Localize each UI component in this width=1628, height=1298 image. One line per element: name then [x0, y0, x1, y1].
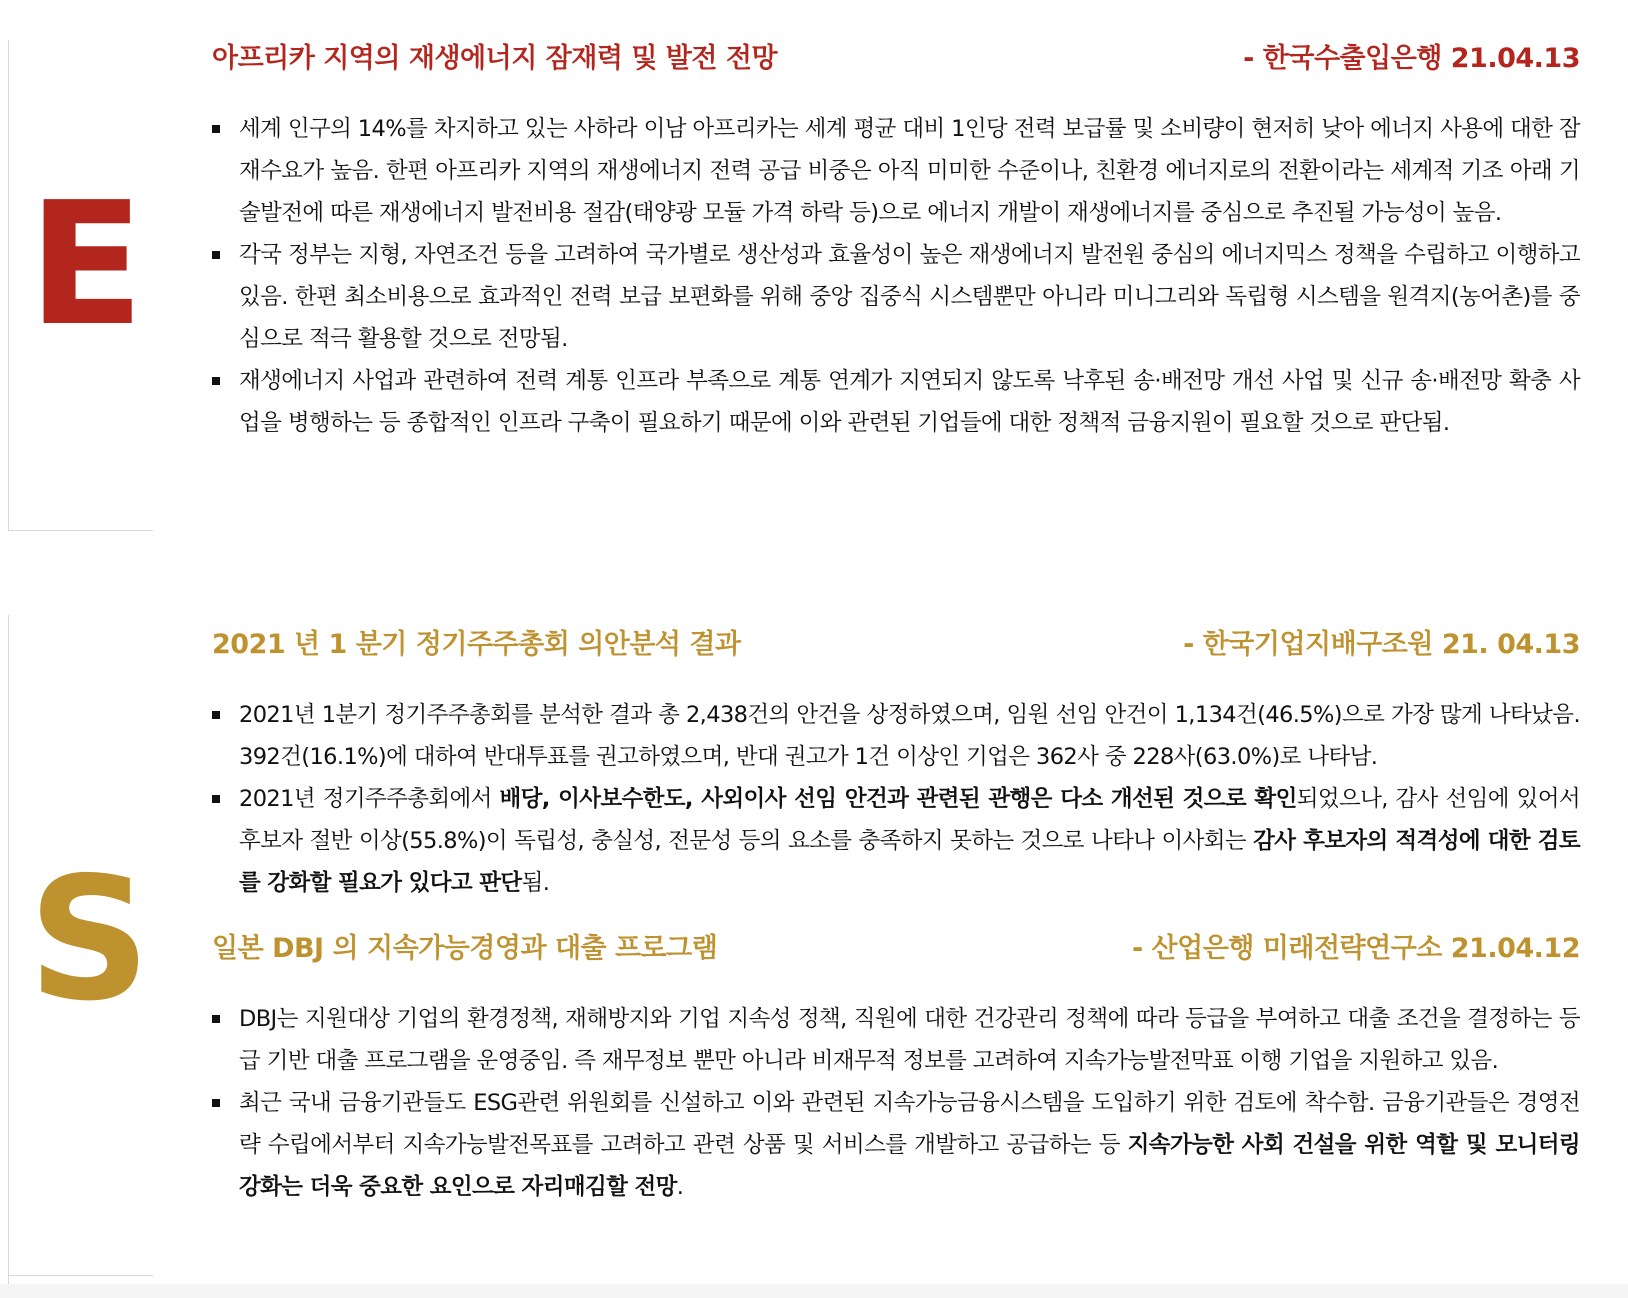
bullet-list — [212, 108, 1580, 444]
bullet-text: 세계 인구의 14%를 차지하고 있는 사하라 이남 아프리카는 세계 평균 대비 1인당 전력 보급률 및 소비량이 현저히 낮아 에너지 사용에 대한 잠재수요가 높음. 한편 아프리카 지역의 재생에너지 전력 공급 비중은 아직 미미한 수준이나, 친환경 에너지로의 전환이라는 세계적 기조 아래 기술발전에 따른 재생에너지 발전비용 절감(태양광 모듈 가격 하락 등)으로 에너지 개발이 재생에너지를 중심으로 추진될 가능성이 높음. — [239, 116, 1580, 226]
article-source: - 한국수출입은행 21.04.13 — [1243, 43, 1580, 74]
bullet-text: 재생에너지 사업과 관련하여 전력 계통 인프라 부족으로 계통 연계가 지연되지 않도록 낙후된 송·배전망 개선 사업 및 신규 송·배전망 확충 사업을 병행하는 등 종합적인 인프라 구축이 필요하기 때문에 이와 관련된 기업들에 대한 정책적 금융지원이 필요할 것으로 판단됨. — [239, 368, 1580, 436]
bullet-text: 각국 정부는 지형, 자연조건 등을 고려하여 국가별로 생산성과 효율성이 높은 재생에너지 발전원 중심의 에너지믹스 정책을 수립하고 이행하고 있음. 한편 최소비용으로 효과적인 전력 보급 보편화를 위해 중앙 집중식 시스템뿐만 아니라 미니그리와 독립형 시스템을 원격지(농어촌)를 중심으로 적극 활용할 것으로 전망됨. — [239, 242, 1580, 352]
section-social — [0, 600, 1628, 1290]
bullet-item — [212, 1082, 1580, 1208]
article-source: - 산업은행 미래전략연구소 21.04.12 — [1131, 933, 1580, 964]
bullet-item — [212, 778, 1580, 904]
section-letter-e: E — [28, 166, 145, 364]
bullet-emphasis: 배당, 이사보수한도, 사외이사 선임 안건과 관련된 관행은 다소 개선된 것으로 확인 — [499, 786, 1297, 812]
bullet-list — [212, 998, 1580, 1208]
article-source: - 한국기업지배구조원 21. 04.13 — [1183, 629, 1580, 660]
article-title: 2021 년 1 분기 정기주주총회 의안분석 결과 — [212, 629, 741, 660]
section-divider-vertical — [8, 40, 9, 530]
article-header — [212, 36, 1580, 96]
article-header — [212, 622, 1580, 682]
bullet-item — [212, 998, 1580, 1082]
bullet-text: 되었으나, 감사 선임에 있어서 후보자 절반 이상(55.8%)이 독립성, 충실성, 전문성 등의 요소를 충족하지 못하는 것으로 나타나 이사회는 — [239, 786, 1581, 854]
article-title: 아프리카 지역의 재생에너지 잠재력 및 발전 전망 — [212, 43, 778, 74]
section-letter-s: S — [28, 841, 151, 1039]
section-divider-horizontal — [8, 1275, 153, 1276]
section-environment — [0, 0, 1628, 530]
bullet-text: . — [676, 1174, 684, 1200]
section-divider-vertical — [8, 615, 9, 1290]
article — [212, 926, 1580, 1208]
bullet-emphasis: 지속가능한 사회 건설을 위한 역할 및 모니터링 강화는 더욱 중요한 요인으로 자리매김할 전망 — [239, 1132, 1580, 1200]
article-header — [212, 926, 1580, 986]
bullet-item — [212, 234, 1580, 360]
article-title: 일본 DBJ 의 지속가능경영과 대출 프로그램 — [212, 933, 718, 964]
bullet-text: DBJ는 지원대상 기업의 환경정책, 재해방지와 기업 지속성 정책, 직원에 대한 건강관리 정책에 따라 등급을 부여하고 대출 조건을 결정하는 등급 기반 대출 프로그램을 운영중임. 즉 재무정보 뿐만 아니라 비재무적 정보를 고려하여 지속가능발전막표 이행 기업을 지원하고 있음. — [239, 1006, 1580, 1074]
bullet-text: 최근 국내 금융기관들도 ESG관련 위원회를 신설하고 이와 관련된 지속가능금융시스템을 도입하기 위한 검토에 착수함. 금융기관들은 경영전략 수립에서부터 지속가능발전목표를 고려하고 관련 상품 및 서비스를 개발하고 공급하는 등 — [239, 1090, 1580, 1158]
page-bottom-edge — [0, 1284, 1628, 1298]
bullet-text: 2021년 1분기 정기주주총회를 분석한 결과 총 2,438건의 안건을 상정하였으며, 임원 선임 안건이 1,134건(46.5%)으로 가장 많게 나타났음. 392건(16.1%)에 대하여 반대투표를 권고하였으며, 반대 권고가 1건 이상인 기업은 362사 중 228사(63.0%)로 나타남. — [239, 702, 1580, 770]
article — [212, 622, 1580, 904]
bullet-emphasis: 감사 후보자의 적격성에 대한 검토를 강화할 필요가 있다고 판단 — [239, 828, 1580, 896]
bullet-item — [212, 108, 1580, 234]
section-divider-horizontal — [8, 530, 153, 531]
article — [212, 36, 1580, 444]
bullet-item — [212, 694, 1580, 778]
bullet-list — [212, 694, 1580, 904]
bullet-item — [212, 360, 1580, 444]
bullet-text: 2021년 정기주주총회에서 — [239, 786, 500, 812]
bullet-text: 됨. — [521, 870, 550, 896]
